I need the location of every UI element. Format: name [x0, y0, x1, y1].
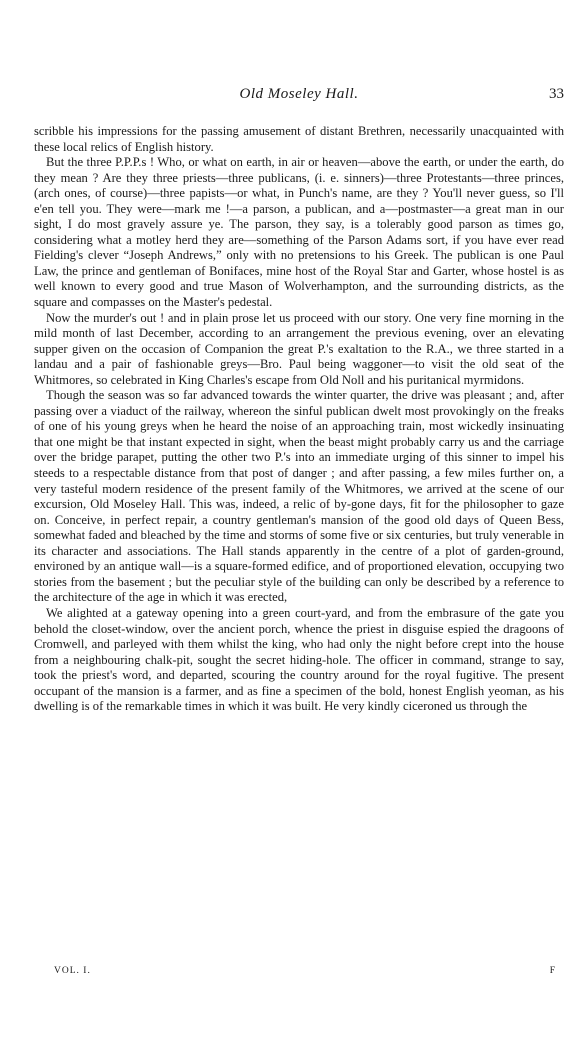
- running-header: [34, 86, 564, 106]
- running-title: Old Moseley Hall.: [239, 86, 359, 102]
- page-footer: [34, 966, 564, 980]
- paragraph: But the three P.P.P.s ! Who, or what on earth, in air or heaven—above the earth, or under the earth, do they mean ? Are they three priests—three publicans, (i. e. sinners)—three Protestants—three princes, (arch ones, of course)—three papists—or what, in Punch's name, are they ? You'll never guess, so I'll e'en tell you. They were—mark me !—a parson, a publican, and a—postmaster—a great man in our sight, I do most gravely assure ye. The parson, they say, is a tolerably good parson as times go, considering what a motley herd they are—something of the Parson Adams sort, if you have ever read Fielding's clever “Joseph Andrews,” only with no pretensions to his Greek. The publican is one Paul Law, the prince and gentleman of Bonifaces, mine host of the Royal Star and Garter, whose hostel is as well known to every good and true Mason of Wolverhampton, and the surrounding districts, as the square and compasses on the Master's pedestal.: [34, 155, 564, 310]
- paragraph: We alighted at a gateway opening into a green court-yard, and from the embrasure of the gate you behold the closet-window, over the ancient porch, whence the priest in disguise espied the dragoons of Cromwell, and parleyed with them whilst the king, who had only the night before crept into the house from a neighbouring chalk-pit, sought the secret hiding-hole. The officer in command, strange to say, took the priest's word, and departed, scouring the country around for the royal fugitive. The present occupant of the mansion is a farmer, and as fine a specimen of the bold, honest English yeoman, as his dwelling is of the remarkable times in which it was built. He very kindly ciceroned us through the: [34, 605, 564, 714]
- paragraph: scribble his impressions for the passing amusement of distant Brethren, necessarily unacquainted with these local relics of English history.: [34, 124, 564, 154]
- volume-signature: VOL. I.: [54, 966, 91, 976]
- sheet-signature: F: [549, 966, 556, 976]
- page-number: 33: [549, 86, 564, 102]
- paragraph: Now the murder's out ! and in plain prose let us proceed with our story. One very fine morning in the mild month of last December, according to an arrangement the previous evening, over an elevating supper given on the occasion of Companion the great P.'s exaltation to the R.A., we three started in a landau and a pair of fashionable greys—Bro. Paul being waggoner—to visit the old seat of the Whitmores, so celebrated in King Charles's escape from Old Noll and his puritanical myrmidons.: [34, 310, 564, 387]
- body-text: [34, 124, 564, 715]
- paragraph: Though the season was so far advanced towards the winter quarter, the drive was pleasant ; and, after passing over a viaduct of the railway, whereon the sinful publican dwelt most provokingly on the freaks of one of his young greys when he heard the noise of an approaching train, most wickedly insinuating that one might be that instant expected in sight, when the beast might probably carry us and the carriage over the bridge parapet, putting the other two P.'s into an immediate urging of this sinner to impel his steeds to a respectable distance from that post of danger ; and after passing, a few miles further on, a very tasteful modern residence of the present family of the Whitmores, we arrived at the scene of our excursion, Old Moseley Hall. This was, indeed, a relic of by-gone days, fit for the philosopher to gaze on. Conceive, in perfect repair, a country gentleman's mansion of the good old days of Queen Bess, somewhat faded and bleached by the time and storms of some five or six centuries, but truly venerable in its character and associations. The Hall stands apparently in the centre of a plot of garden-ground, environed by an antique wall—is a square-formed edifice, and of proportioned elevation, occupying two stories from the basement ; but the peculiar style of the building can only be described by a reference to the architecture of the age in which it was erected,: [34, 388, 564, 605]
